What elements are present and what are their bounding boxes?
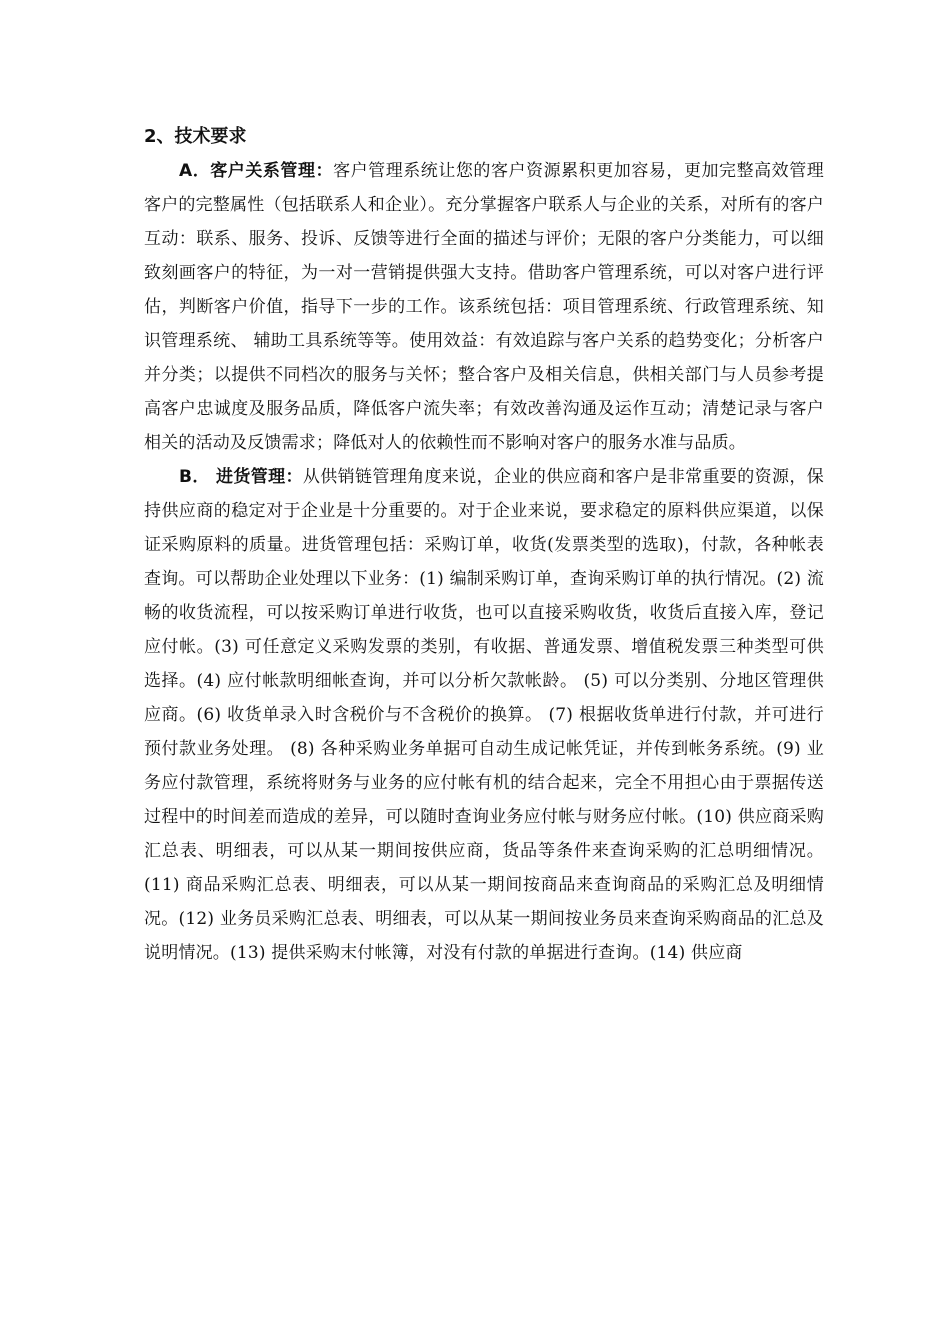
paragraph-text-purchase-management: 从供销链管理角度来说，企业的供应商和客户是非常重要的资源，保持供应商的稳定对于企业是十分重要的。对于企业来说，要求稳定的原料供应渠道，以保证采购原料的质量。进货管理包括：采购订单，收货(发票类型的选取)，付款，各种帐表查询。可以帮助企业处理以下业务：(1) 编制采购订单，查询采购订单的执行情况。(2) 流畅的收货流程，可以按采购订单进行收货，也可以直接采购收货，收货后直接入库，登记应付帐。(3) 可任意定义采购发票的类别，有收据、普通发票、增值税发票三种类型可供选择。(4) 应付帐款明细帐查询，并可以分析欠款帐龄。 (5) 可以分类别、分地区管理供应商。(6) 收货单录入时含税价与不含税价的换算。 (7) 根据收货单进行付款，并可进行预付款业务处理。 (8) 各种采购业务单据可自动生成记帐凭证，并传到帐务系统。(9) 业务应付款管理，系统将财务与业务的应付帐有机的结合起来，完全不用担心由于票据传送过程中的时间差而造成的差异，可以随时查询业务应付帐与财务应付帐。(10) 供应商采购汇总表、明细表，可以从某一期间按供应商，货品等条件来查询采购的汇总明细情况。(11) 商品采购汇总表、明细表，可以从某一期间按商品来查询商品的采购汇总及明细情况。(12) 业务员采购汇总表、明细表，可以从某一期间按业务员来查询采购商品的汇总及说明情况。(13) 提供采购末付帐簿，对没有付款的单据进行查询。(14) 供应商 bbox=[144, 467, 824, 963]
paragraph-label-purchase-management: B． 进货管理： bbox=[179, 467, 303, 487]
section-heading: 2、技术要求 bbox=[144, 126, 247, 147]
paragraph-purchase-management bbox=[144, 460, 824, 970]
paragraph-customer-relationship bbox=[144, 154, 824, 460]
document-page bbox=[144, 120, 824, 970]
paragraph-text-customer-relationship: 客户管理系统让您的客户资源累积更加容易，更加完整高效管理客户的完整属性（包括联系人和企业）。充分掌握客户联系人与企业的关系，对所有的客户互动：联系、服务、投诉、反馈等进行全面的描述与评价；无限的客户分类能力，可以细致刻画客户的特征，为一对一营销提供强大支持。借助客户管理系统，可以对客户进行评估，判断客户价值，指导下一步的工作。该系统包括：项目管理系统、行政管理系统、知识管理系统、 辅助工具系统等等。使用效益：有效追踪与客户关系的趋势变化；分析客户并分类；以提供不同档次的服务与关怀；整合客户及相关信息，供相关部门与人员参考提高客户忠诚度及服务品质，降低客户流失率；有效改善沟通及运作互动；清楚记录与客户相关的活动及反馈需求；降低对人的依赖性而不影响对客户的服务水准与品质。 bbox=[144, 161, 824, 453]
paragraph-label-customer-relationship: A．客户关系管理： bbox=[179, 161, 334, 181]
